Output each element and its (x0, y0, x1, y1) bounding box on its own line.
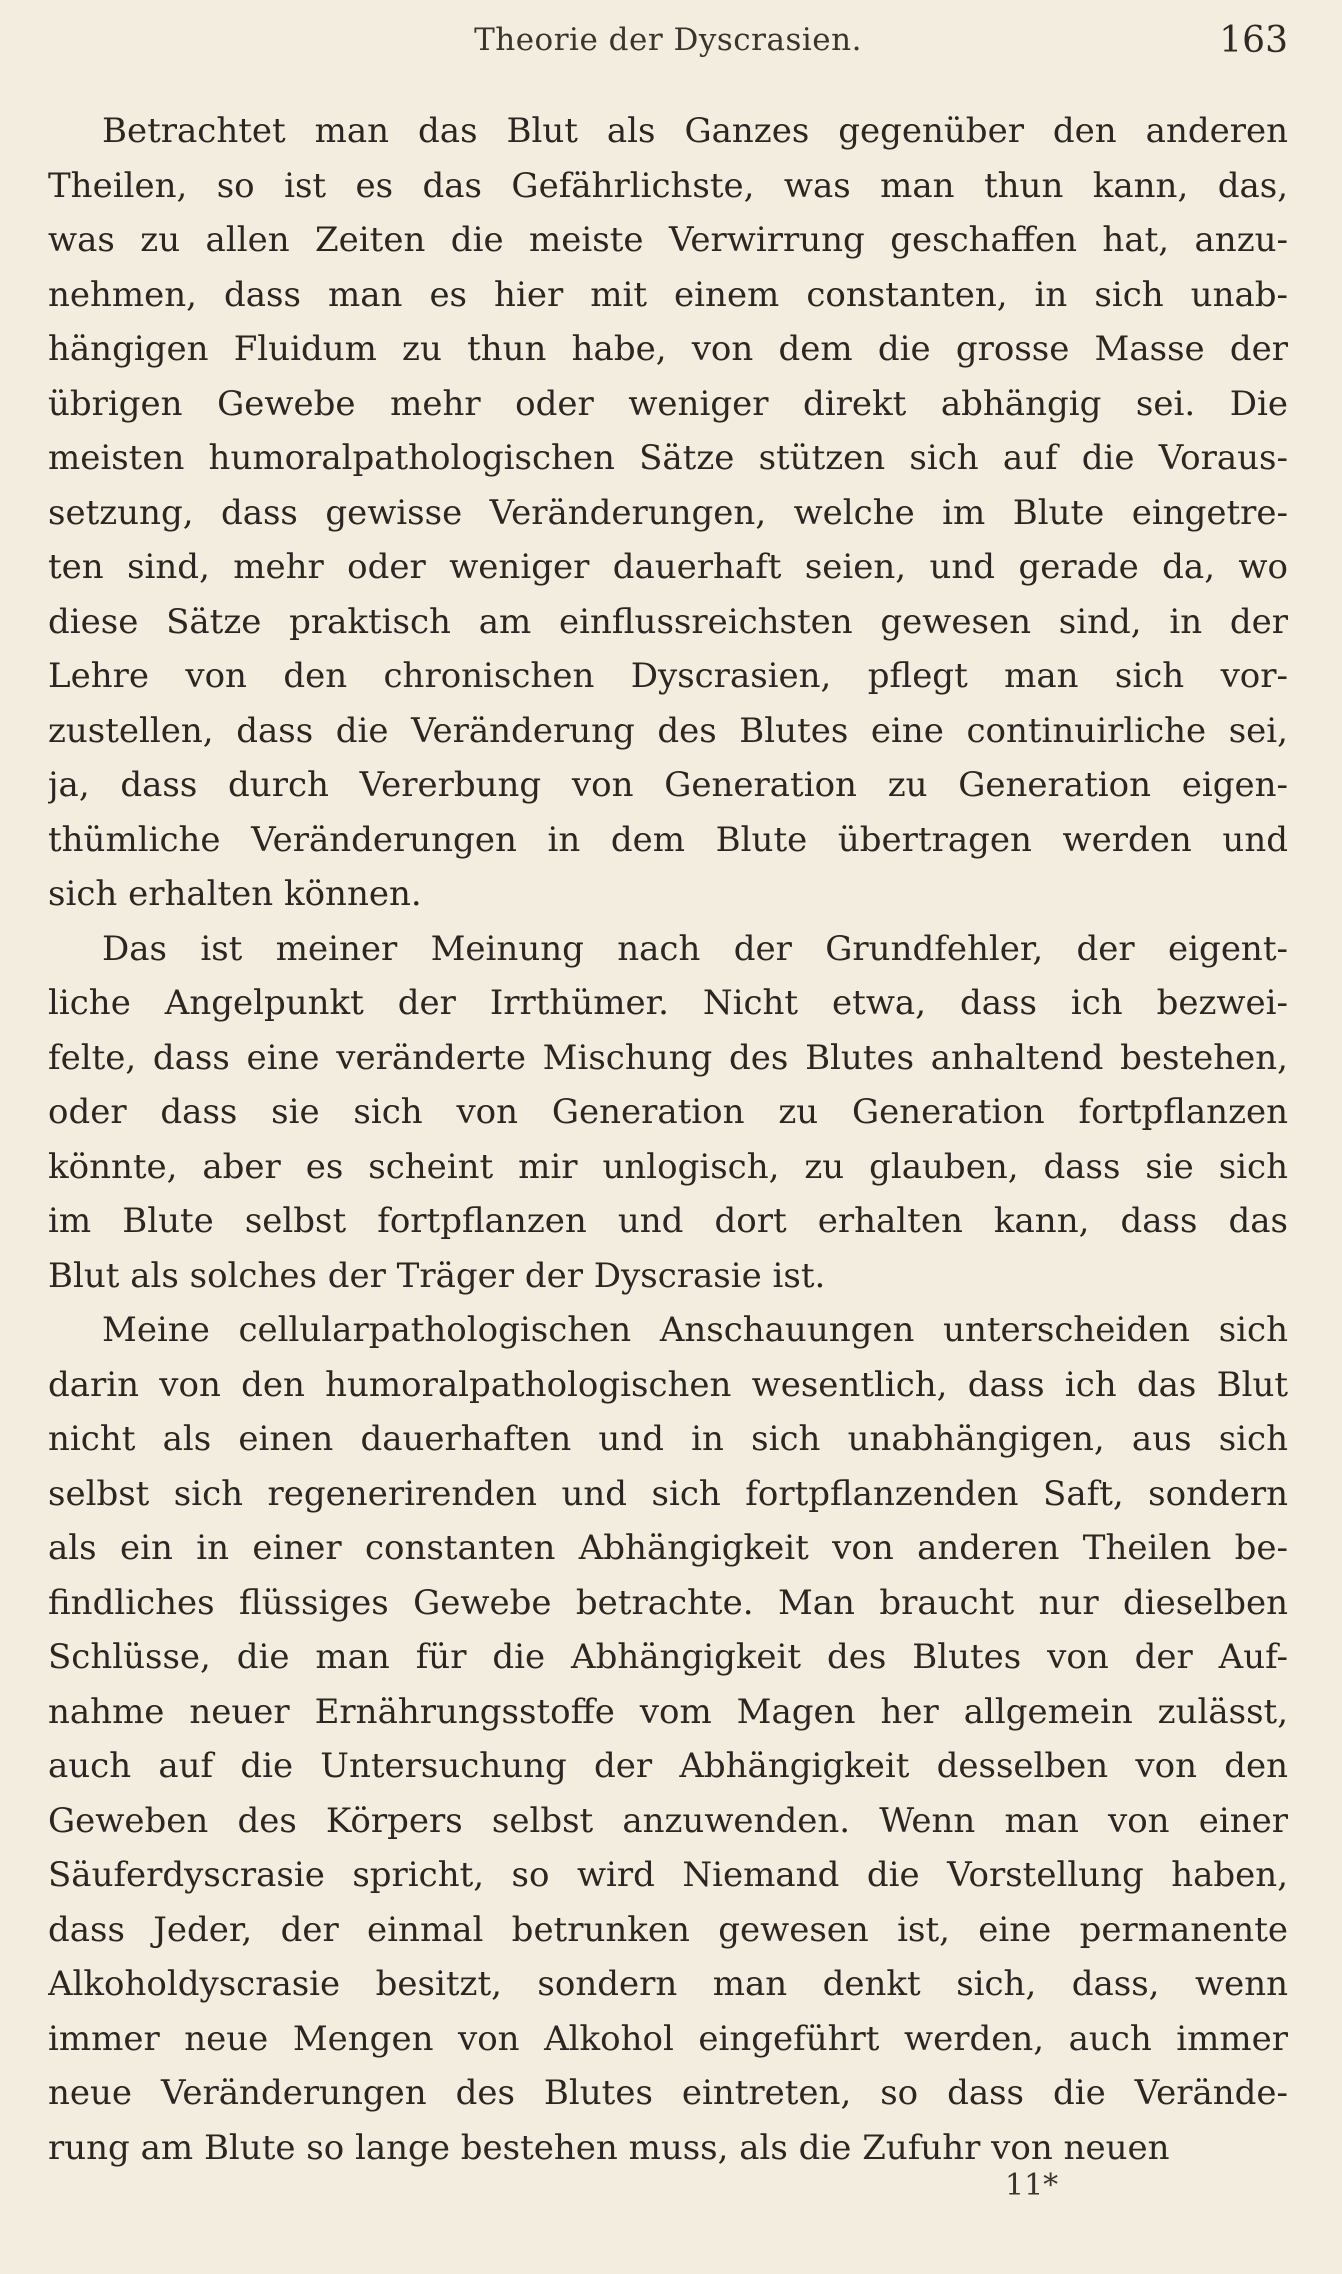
text-line: zustellen, dass die Veränderung des Blutes eine continuirliche sei, (48, 710, 1288, 751)
text-line: selbst sich regenerirenden und sich fortpflanzenden Saft, sondern (48, 1473, 1288, 1514)
text-line: Säuferdyscrasie spricht, so wird Niemand die Vorstellung haben, (48, 1855, 1288, 1895)
text-line: könnte, aber es scheint mir unlogisch, zu glauben, dass sie sich (48, 1146, 1288, 1187)
running-head (48, 22, 1288, 72)
paragraph (48, 1303, 1288, 2175)
text-line: Schlüsse, die man für die Abhängigkeit des Blutes von der Auf- (48, 1637, 1288, 1677)
text-line: meisten humoralpathologischen Sätze stützen sich auf die Voraus- (48, 438, 1288, 478)
text-line: immer neue Mengen von Alkohol eingeführt werden, auch immer (48, 2018, 1288, 2059)
signature-mark: 11* (1005, 2168, 1059, 2203)
text-line: übrigen Gewebe mehr oder weniger direkt abhängig sei. Die (48, 383, 1288, 424)
paragraph (48, 104, 1288, 922)
text-line: dass Jeder, der einmal betrunken gewesen ist, eine permanente (48, 1909, 1288, 1950)
text-line: nahme neuer Ernährungsstoffe vom Magen her allgemein zulässt, (48, 1691, 1288, 1732)
text-line: rung am Blute so lange bestehen muss, als die Zufuhr von neuen (48, 2127, 1170, 2168)
text-line: Theilen, so ist es das Gefährlichste, was man thun kann, das, (48, 165, 1288, 206)
text-line: darin von den humoralpathologischen wesentlich, dass ich das Blut (48, 1364, 1288, 1405)
paragraph (48, 922, 1288, 1304)
text-line: Lehre von den chronischen Dyscrasien, pflegt man sich vor- (48, 656, 1288, 696)
text-line: was zu allen Zeiten die meiste Verwirrung geschaffen hat, anzu- (48, 220, 1288, 260)
text-line: ja, dass durch Vererbung von Generation zu Generation eigen- (48, 765, 1288, 805)
text-line: findliches flüssiges Gewebe betrachte. Man braucht nur dieselben (48, 1582, 1288, 1623)
text-line: auch auf die Untersuchung der Abhängigkeit desselben von den (48, 1746, 1288, 1786)
body-text (48, 104, 1288, 2175)
text-line: neue Veränderungen des Blutes eintreten, so dass die Verände- (48, 2073, 1288, 2113)
text-line: Betrachtet man das Blut als Ganzes gegenüber den anderen (102, 111, 1288, 151)
text-line: Alkoholdyscrasie besitzt, sondern man denkt sich, dass, wenn (48, 1964, 1288, 2004)
text-line: Meine cellularpathologischen Anschauungen unterscheiden sich (102, 1310, 1288, 1350)
text-line: hängigen Fluidum zu thun habe, von dem die grosse Masse der (48, 329, 1288, 369)
text-line: oder dass sie sich von Generation zu Generation fortpflanzen (48, 1092, 1288, 1132)
text-line: thümliche Veränderungen in dem Blute übertragen werden und (48, 819, 1288, 860)
running-title: Theorie der Dyscrasien. (474, 22, 862, 58)
text-line: setzung, dass gewisse Veränderungen, welche im Blute eingetre- (48, 492, 1288, 533)
text-line: sich erhalten können. (48, 874, 422, 914)
text-line: nicht als einen dauerhaften und in sich unabhängigen, aus sich (48, 1419, 1288, 1459)
page-number: 163 (1219, 20, 1288, 61)
text-line: diese Sätze praktisch am einflussreichsten gewesen sind, in der (48, 601, 1288, 642)
text-line: felte, dass eine veränderte Mischung des Blutes anhaltend bestehen, (48, 1037, 1288, 1078)
text-line: Geweben des Körpers selbst anzuwenden. Wenn man von einer (48, 1800, 1288, 1841)
text-line: ten sind, mehr oder weniger dauerhaft seien, und gerade da, wo (48, 547, 1288, 587)
text-line: als ein in einer constanten Abhängigkeit von anderen Theilen be- (48, 1528, 1288, 1568)
text-line: Blut als solches der Träger der Dyscrasie ist. (48, 1255, 826, 1296)
text-line: nehmen, dass man es hier mit einem constanten, in sich unab- (48, 274, 1288, 315)
text-line: im Blute selbst fortpflanzen und dort erhalten kann, dass das (48, 1201, 1288, 1241)
text-line: Das ist meiner Meinung nach der Grundfehler, der eigent- (102, 928, 1288, 969)
text-line: liche Angelpunkt der Irrthümer. Nicht etwa, dass ich bezwei- (48, 983, 1288, 1023)
